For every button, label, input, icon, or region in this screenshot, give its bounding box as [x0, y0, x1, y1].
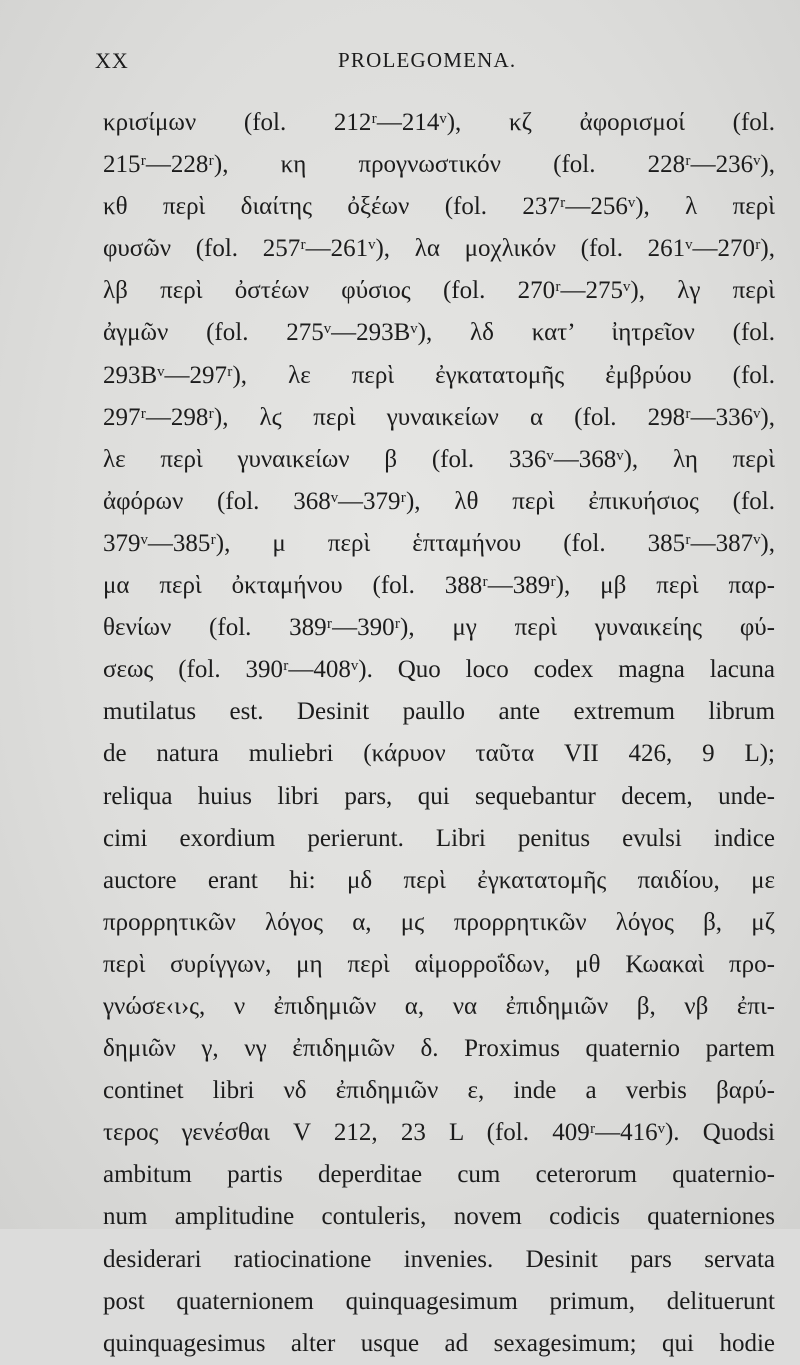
text-line: num amplitudine contuleris, novem codicis quaterniones [103, 1203, 775, 1231]
text-line: ἀφόρων (fol. 368ᵛ—379ʳ), λθ περὶ ἐπικυήσιος (fol. [103, 487, 775, 515]
text-line: δημιῶν γ, νγ ἐπιδημιῶν δ. Proximus quaternio partem [103, 1035, 775, 1063]
text-line: cimi exordium perierunt. Libri penitus evulsi indice [103, 824, 775, 852]
text-line: desiderari ratiocinatione invenies. Desinit pars servata [103, 1245, 775, 1273]
text-line: quinquagesimus alter usque ad sexagesimum; qui hodie [103, 1329, 775, 1357]
text-line: γνώσε‹ι›ς, ν ἐπιδημιῶν α, να ἐπιδημιῶν β, νβ ἐπι- [103, 992, 775, 1020]
text-line: continet libri νδ ἐπιδημιῶν ε, inde a verbis βαρύ- [103, 1077, 775, 1105]
text-line: 293Bᵛ—297ʳ), λε περὶ ἐγκατατομῆς ἐμβρύου (fol. [103, 361, 775, 389]
text-line: φυσῶν (fol. 257ʳ—261ᵛ), λα μοχλικόν (fol. 261ᵛ—270ʳ), [103, 235, 775, 263]
text-line: mutilatus est. Desinit paullo ante extremum librum [103, 698, 775, 726]
page-number: XX [95, 48, 129, 73]
text-line: reliqua huius libri pars, qui sequebantur decem, unde- [103, 782, 775, 810]
text-line: post quaternionem quinquagesimum primum, delituerunt [103, 1287, 775, 1315]
text-line: auctore erant hi: μδ περὶ ἐγκατατομῆς παιδίου, με [103, 866, 775, 894]
text-line: ambitum partis deperditae cum ceterorum quaternio- [103, 1161, 775, 1189]
text-line: 379ᵛ—385ʳ), μ περὶ ἑπταμήνου (fol. 385ʳ—387ᵛ), [103, 529, 775, 557]
text-line: 215ʳ—228ʳ), κη προγνωστικόν (fol. 228ʳ—236ᵛ), [103, 151, 775, 179]
text-line: σεως (fol. 390ʳ—408ᵛ). Quo loco codex magna lacuna [103, 656, 775, 684]
text-line: προρρητικῶν λόγος α, μϛ προρρητικῶν λόγος β, μζ [103, 908, 775, 936]
text-line: λε περὶ γυναικείων β (fol. 336ᵛ—368ᵛ), λη περὶ [103, 445, 775, 473]
text-line: θενίων (fol. 389ʳ—390ʳ), μγ περὶ γυναικείης φύ- [103, 614, 775, 642]
text-line: λβ περὶ ὀστέων φύσιος (fol. 270ʳ—275ᵛ), λγ περὶ [103, 277, 775, 305]
text-line: de natura muliebri (κάρυον ταῦτα VII 426, 9 L); [103, 740, 775, 768]
text-line: μα περὶ ὀκταμήνου (fol. 388ʳ—389ʳ), μβ περὶ παρ- [103, 572, 775, 600]
running-title: PROLEGOMENA. [338, 48, 517, 72]
text-line: περὶ συρίγγων, μη περὶ αἱμορροΐδων, μθ Κωακαὶ προ- [103, 950, 775, 978]
body-text [103, 102, 775, 1365]
text-line: κρισίμων (fol. 212ʳ—214ᵛ), κζ ἀφορισμοί (fol. [103, 109, 775, 136]
text-line: ἀγμῶν (fol. 275ᵛ—293Bᵛ), λδ κατ’ ἰητρεῖον (fol. [103, 319, 775, 347]
text-line: κθ περὶ διαίτης ὀξέων (fol. 237ʳ—256ᵛ), λ περὶ [103, 193, 775, 221]
text-line: 297ʳ—298ʳ), λϛ περὶ γυναικείων α (fol. 298ʳ—336ᵛ), [103, 403, 775, 431]
text-line: τερος γενέσθαι V 212, 23 L (fol. 409ʳ—416ᵛ). Quodsi [103, 1119, 775, 1147]
